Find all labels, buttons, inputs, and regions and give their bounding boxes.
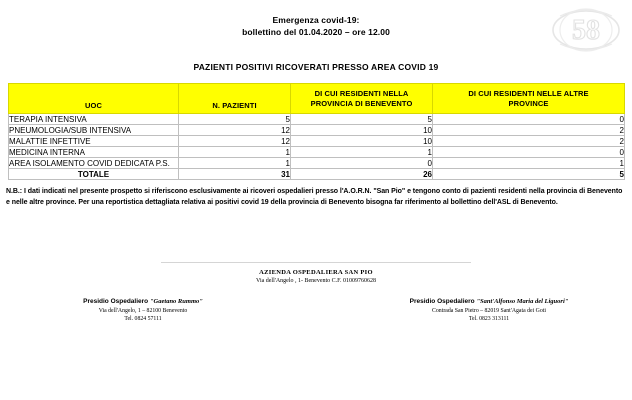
column-header-altre-line1: DI CUI RESIDENTI NELLE ALTRE <box>468 89 589 98</box>
note-text: N.B.: I dati indicati nel presente prospetto si riferiscono esclusivamente ai ricoveri ospedalieri presso l'A.O.R.N. "San Pio" e tengono conto di pazienti residenti nella provincia di Benevento e nelle altre province. Per una reportistica dettagliata relativa ai positivi covid 19 della provincia di Benevento bisogna far riferimento al bollettino dell'ASL di Benevento. <box>6 188 623 206</box>
cell-uoc: PNEUMOLOGIA/SUB INTENSIVA <box>9 125 179 136</box>
cell-altre: 2 <box>433 136 625 147</box>
cell-pazienti: 1 <box>179 158 291 169</box>
footer-org-address: Via dell'Angelo , 1- Benevento C.F. 01009760628 <box>255 278 377 284</box>
cell-total-pazienti: 31 <box>179 169 291 180</box>
footer-divider <box>161 262 471 263</box>
footer-organization <box>0 269 632 284</box>
cell-pazienti: 5 <box>179 114 291 125</box>
column-header-benevento-line1: DI CUI RESIDENTI NELLA <box>314 89 409 98</box>
cell-pazienti: 12 <box>179 136 291 147</box>
document-footer <box>0 262 632 322</box>
table-row <box>9 114 625 125</box>
presidio-right-address: Contrada San Pietro – 82019 Sant'Agata dei Goti <box>432 307 546 314</box>
presidio-left <box>18 298 268 322</box>
section-title: PAZIENTI POSITIVI RICOVERATI PRESSO AREA COVID 19 <box>193 62 439 72</box>
logo-text: 58 <box>572 15 600 46</box>
column-header-altre-line2: PROVINCE <box>508 98 549 108</box>
table-row <box>9 158 625 169</box>
cell-pazienti: 1 <box>179 147 291 158</box>
cell-total-altre: 5 <box>433 169 625 180</box>
cell-total-benevento: 26 <box>291 169 433 180</box>
presidio-right-name <box>364 298 614 305</box>
presidio-right-tel: Tel. 0823 313111 <box>468 316 510 322</box>
cell-pazienti: 12 <box>179 125 291 136</box>
table-row <box>9 136 625 147</box>
footer-presidi <box>0 298 632 322</box>
table-row <box>9 147 625 158</box>
column-header-benevento <box>291 84 433 114</box>
header-line-1: Emergenza covid-19: <box>272 15 360 25</box>
cell-benevento: 1 <box>291 147 433 158</box>
table-container <box>8 83 624 180</box>
cell-uoc: MALATTIE INFETTIVE <box>9 136 179 147</box>
cell-benevento: 0 <box>291 158 433 169</box>
cell-benevento: 10 <box>291 136 433 147</box>
column-header-benevento-line2: PROVINCIA DI BENEVENTO <box>310 98 413 108</box>
cell-altre: 2 <box>433 125 625 136</box>
presidio-right-title: "Sant'Alfonso Maria del Liguori" <box>476 298 569 305</box>
table-row <box>9 125 625 136</box>
column-header-uoc: UOC <box>9 84 179 114</box>
presidio-left-address: Via dell'Angelo, 1 – 82100 Benevento <box>98 307 188 314</box>
document-header <box>0 0 632 38</box>
covid-patients-table <box>8 83 625 180</box>
cell-benevento: 5 <box>291 114 433 125</box>
presidio-left-name <box>18 298 268 305</box>
cell-altre: 1 <box>433 158 625 169</box>
presidio-left-prefix: Presidio Ospedaliero <box>83 298 150 305</box>
presidio-right <box>364 298 614 322</box>
cell-benevento: 10 <box>291 125 433 136</box>
cell-uoc: AREA ISOLAMENTO COVID DEDICATA P.S. <box>9 158 179 169</box>
presidio-left-title: "Gaetano Rummo" <box>149 298 203 305</box>
header-line-2: bollettino del 01.04.2020 – ore 12.00 <box>242 27 390 37</box>
table-total-row <box>9 169 625 180</box>
footer-org-name: AZIENDA OSPEDALIERA SAN PIO <box>259 269 373 276</box>
cell-uoc: MEDICINA INTERNA <box>9 147 179 158</box>
cell-uoc: TERAPIA INTENSIVA <box>9 114 179 125</box>
column-header-pazienti: N. PAZIENTI <box>179 84 291 114</box>
table-header-row <box>9 84 625 114</box>
presidio-left-tel: Tel. 0824 57111 <box>124 316 162 322</box>
cell-altre: 0 <box>433 147 625 158</box>
cell-total-label: TOTALE <box>9 169 179 180</box>
cell-altre: 0 <box>433 114 625 125</box>
column-header-altre-province <box>433 84 625 114</box>
presidio-right-prefix: Presidio Ospedaliero <box>409 298 477 305</box>
